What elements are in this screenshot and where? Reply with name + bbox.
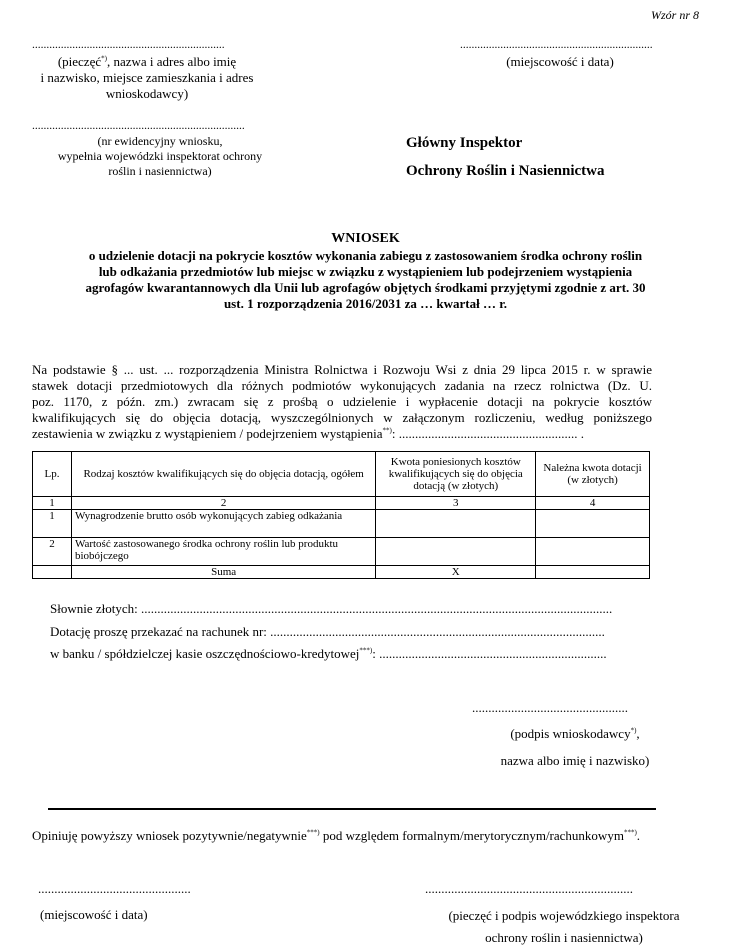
footer-place-dots[interactable]: ............................................... — [38, 881, 191, 896]
bank-input-dots[interactable]: : ...................................................................... — [372, 646, 607, 661]
intro-line2: stawek dotacji przedmiotowych dla różnych podmiotów wykonujących zadania na rzecz rolnictwa (Dz. U. — [32, 378, 652, 393]
regno-caption-line2: wypełnia wojewódzki inspektorat ochrony — [57, 149, 263, 163]
subtitle-line3: agrofagów kwarantannowych dla Unii lub agrofagów objętych środkami przyjętymi zgodnie z art. 30 — [85, 280, 646, 295]
intro-line1: Na podstawie § ... ust. ... rozporządzenia Ministra Rolnictwa i Rozwoju Wsi z dnia 29 lipca 2015 r. w sprawie — [32, 362, 652, 377]
account-input-dots[interactable]: ....................................................................................................... — [270, 624, 605, 639]
numbering-cell: 1 — [33, 497, 72, 510]
sum-label: Suma — [71, 566, 375, 579]
regno-dots: .......................................................................... — [32, 120, 245, 132]
numbering-cell: 4 — [536, 497, 650, 510]
signature-label-end: , — [636, 726, 640, 741]
footnote-marker: *) — [630, 726, 637, 735]
account-label: Dotację proszę przekazać na rachunek nr: — [50, 624, 271, 639]
footer-inspector-dots[interactable]: ................................................................ — [425, 881, 633, 896]
opinion-text2: pod względem formalnym/merytorycznym/rachunkowym — [319, 828, 624, 843]
row-lp: 1 — [33, 510, 72, 538]
words-label: Słownie złotych: — [50, 601, 141, 616]
signature-label: (podpis wnioskodawcy — [510, 726, 631, 741]
form-number-label: Wzór nr 8 — [650, 8, 699, 22]
bank-field — [50, 646, 607, 662]
table-row — [33, 538, 650, 566]
regno-caption — [20, 134, 300, 179]
applicant-caption-line2: i nazwisko, miejsce zamieszkania i adres — [40, 70, 254, 85]
intro-line5-end: : ....................................................... . — [391, 426, 584, 441]
intro-line5-start: zestawienia w związku z wystąpieniem / podejrzeniem wystąpienia — [32, 426, 383, 441]
row-subsidy-cell[interactable] — [536, 538, 650, 566]
header-cost-amount: Kwota poniesionych kosztów kwalifikujących się do objęcia dotacją (w złotych) — [376, 452, 536, 497]
document-subtitle — [0, 248, 731, 312]
footer-place-label: (miejscowość i data) — [40, 907, 148, 922]
applicant-caption-line1: (pieczęć — [57, 54, 102, 69]
footnote-marker: *) — [101, 54, 107, 63]
header-cost-type: Rodzaj kosztów kwalifikujących się do objęcia dotacją, ogółem — [71, 452, 375, 497]
place-date-dots: ................................................................... — [460, 39, 653, 51]
row-cost-cell[interactable] — [376, 538, 536, 566]
regno-caption-line3: roślin i nasiennictwa) — [108, 164, 212, 178]
signature-dots[interactable]: ................................................ — [472, 700, 628, 715]
sum-cost-cell: X — [376, 566, 536, 579]
regno-caption-line1: (nr ewidencyjny wniosku, — [97, 134, 223, 148]
recipient-line1: Główny Inspektor — [406, 135, 523, 151]
place-date-label: (miejscowość i data) — [506, 54, 614, 69]
subtitle-line1: o udzielenie dotacji na pokrycie kosztów wykonania zabiegu z zastosowaniem środka ochrony roślin — [88, 248, 643, 263]
bank-label: w banku / spółdzielczej kasie oszczędnościowo-kredytowej — [50, 646, 360, 661]
subtitle-line4: ust. 1 rozporządzenia 2016/2031 za … kwartał … r. — [223, 296, 508, 311]
intro-paragraph — [32, 362, 652, 442]
recipient-line2: Ochrony Roślin i Nasiennictwa — [406, 163, 605, 179]
sum-empty-cell — [33, 566, 72, 579]
intro-line4: kwalifikujących się do objęcia dotacją, wyszczególnionych w załączonym rozliczeniu, według poniższego — [32, 410, 652, 425]
sum-subsidy-cell[interactable] — [536, 566, 650, 579]
table-numbering-row — [33, 497, 650, 510]
header-lp: Lp. — [33, 452, 72, 497]
opinion-text1: Opiniuję powyższy wniosek pozytywnie/negatywnie — [32, 828, 307, 843]
inspector-caption-line1: (pieczęć i podpis wojewódzkiego inspektora — [448, 908, 680, 923]
footnote-marker: **) — [382, 426, 392, 435]
costs-table — [32, 451, 650, 579]
row-description: Wynagrodzenie brutto osób wykonujących zabieg odkażania — [71, 510, 375, 538]
numbering-cell: 2 — [71, 497, 375, 510]
row-subsidy-cell[interactable] — [536, 510, 650, 538]
words-field — [50, 601, 612, 617]
applicant-caption — [20, 54, 274, 102]
account-field — [50, 624, 605, 640]
footnote-marker: ***) — [359, 646, 373, 655]
applicant-dots: ................................................................... — [32, 39, 225, 51]
opinion-statement — [32, 828, 640, 844]
document-heading: WNIOSEK — [331, 231, 400, 246]
intro-line3: poz. 1170, z późn. zm.) zwracam się z prośbą o udzielenie i wypłacenie dotacji na pokrycie kosztów — [32, 394, 652, 409]
row-cost-cell[interactable] — [376, 510, 536, 538]
inspector-caption-line2: ochrony roślin i nasiennictwa) — [485, 930, 643, 945]
applicant-caption-line3: wnioskodawcy) — [105, 86, 189, 101]
signature-caption-line2: nazwa albo imię i nazwisko) — [500, 753, 650, 768]
footer-inspector-caption — [428, 905, 700, 949]
table-sum-row — [33, 566, 650, 579]
row-lp: 2 — [33, 538, 72, 566]
header-subsidy: Należna kwota dotacji (w złotych) — [536, 452, 650, 497]
words-input-dots[interactable]: ................................................................................................................................................. — [141, 601, 613, 616]
subtitle-line2: lub odkażania przedmiotów lub miejsc w związku z wystąpieniem lub podejrzeniem wystąpienia — [98, 264, 633, 279]
table-header-row — [33, 452, 650, 497]
applicant-caption-line1-rest: , nazwa i adres albo imię — [106, 54, 237, 69]
row-description: Wartość zastosowanego środka ochrony roślin lub produktu biobójczego — [71, 538, 375, 566]
footnote-marker: ***) — [306, 828, 320, 837]
signature-caption-line1 — [470, 726, 680, 742]
table-row — [33, 510, 650, 538]
section-divider — [48, 808, 656, 810]
opinion-text3: . — [636, 828, 641, 843]
numbering-cell: 3 — [376, 497, 536, 510]
footnote-marker: ***) — [623, 828, 637, 837]
